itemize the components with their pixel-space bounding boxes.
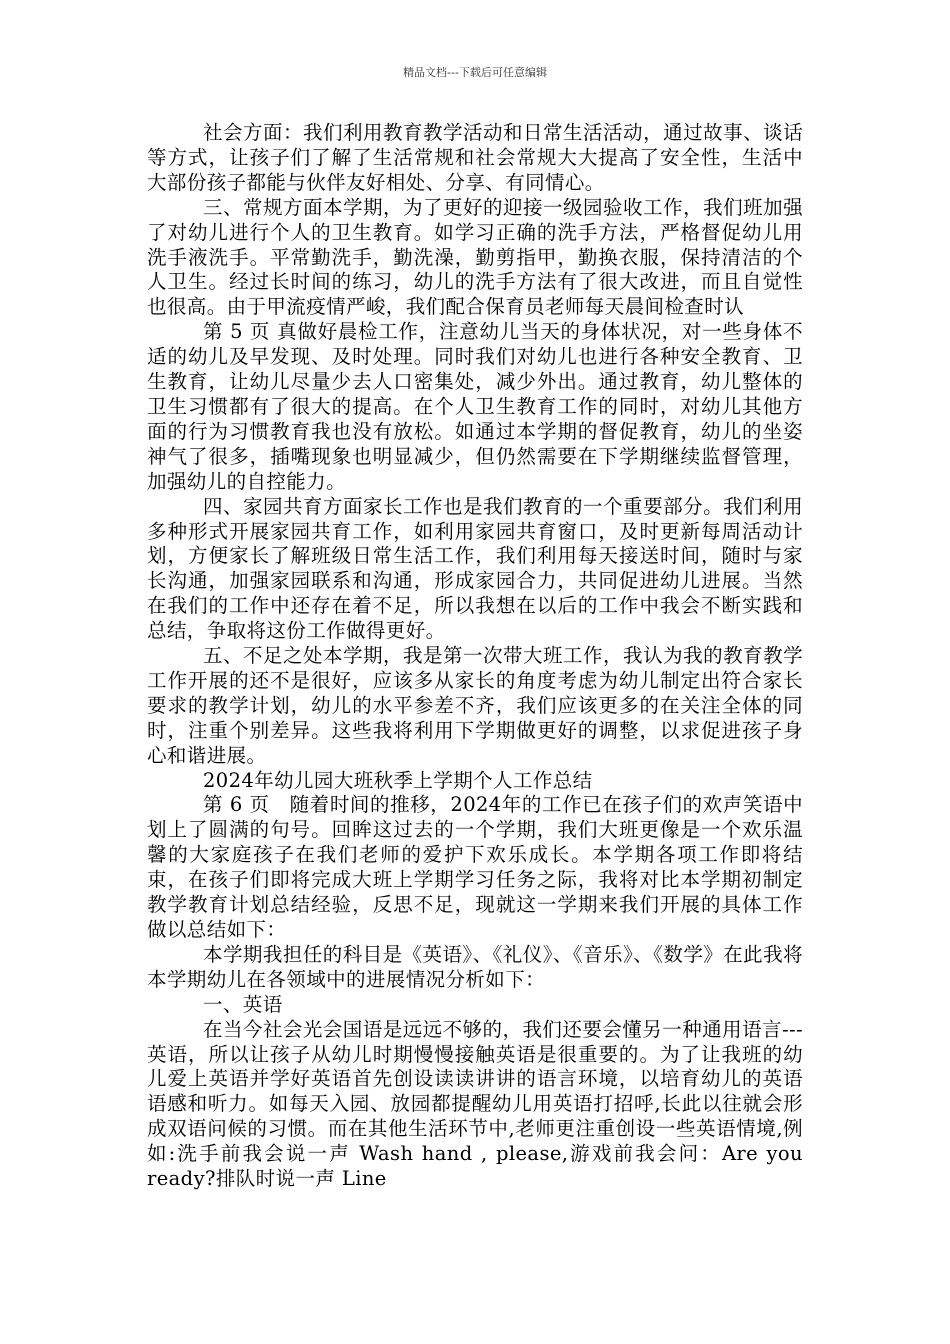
document-body bbox=[147, 121, 803, 1192]
section-title: 2024年幼儿园大班秋季上学期个人工作总结 bbox=[203, 768, 593, 792]
paragraph: 五、不足之处本学期，我是第一次带大班工作，我认为我的教育教学工作开展的还不是很好，应该多从家长的角度考虑为幼儿制定出符合家长要求的教学计划，幼儿的水平参差不齐，我们应该更多的在关注全体的同时，注重个别差异。这些我将利用下学期做更好的调整，以求促进孩子身心和谐进展。 bbox=[147, 644, 803, 767]
paragraph: 四、家园共育方面家长工作也是我们教育的一个重要部分。我们利用多种形式开展家园共育工作，如利用家园共育窗口，及时更新每周活动计划，方便家长了解班级日常生活工作，我们利用每天接送时间，随时与家长沟通，加强家园联系和沟通，形成家园合力，共同促进幼儿进展。当然在我们的工作中还存在着不足，所以我想在以后的工作中我会不断实践和总结，争取将这份工作做得更好。 bbox=[147, 494, 803, 643]
paragraph: 三、常规方面本学期，为了更好的迎接一级园验收工作，我们班加强了对幼儿进行个人的卫生教育。如学习正确的洗手方法，严格督促幼儿用洗手液洗手。平常勤洗手，勤洗澡，勤剪指甲，勤换衣服，保持清洁的个人卫生。经过长时间的练习，幼儿的洗手方法有了很大改进，而且自觉性也很高。由于甲流疫情严峻，我们配合保育员老师每天晨间检查时认 bbox=[147, 195, 803, 319]
page-header: 精品文档---下载后可任意编辑 bbox=[403, 66, 547, 79]
paragraph: 第 6 页 随着时间的推移，2024年的工作已在孩子们的欢声笑语中划上了圆满的句号。回眸这过去的一个学期，我们大班更像是一个欢乐温馨的大家庭孩子在我们老师的爱护下欢乐成长。本学期各项工作即将结束，在孩子们即将完成大班上学期学习任务之际，我将对比本学期初制定教学教育计划总结经验，反思不足，现就这一学期来我们开展的具体工作做以总结如下： bbox=[147, 793, 803, 941]
paragraph: 社会方面：我们利用教育教学活动和日常生活活动，通过故事、谈话等方式，让孩子们了解了生活常规和社会常规大大提高了安全性，生活中大部份孩子都能与伙伴友好相处、分享、有同情心。 bbox=[147, 121, 803, 194]
subsection-title: 一、英语 bbox=[203, 992, 283, 1016]
paragraph: 第 5 页 真做好晨检工作，注意幼儿当天的身体状况，对一些身体不适的幼儿及早发现、及时处理。同时我们对幼儿也进行各种安全教育、卫生教育，让幼儿尽量少去人口密集处，减少外出。通过教育，幼儿整体的卫生习惯都有了很大的提高。在个人卫生教育工作的同时，对幼儿其他方面的行为习惯教育我也没有放松。如通过本学期的督促教育，幼儿的坐姿神气了很多，插嘴现象也明显减少，但仍然需要在下学期继续监督管理，加强幼儿的自控能力。 bbox=[147, 320, 803, 493]
paragraph: 本学期我担任的科目是《英语》、《礼仪》、《音乐》、《数学》在此我将本学期幼儿在各领域中的进展情况分析如下： bbox=[147, 942, 803, 991]
paragraph: 在当今社会光会国语是远远不够的，我们还要会懂另一种通用语言---英语，所以让孩子从幼儿时期慢慢接触英语是很重要的。为了让我班的幼儿爱上英语并学好英语首先创设读读讲讲的语言环境，以培育幼儿的英语语感和听力。如每天入园、放园都提醒幼儿用英语打招呼,长此以往就会形成双语问候的习惯。而在其他生活环节中,老师更注重创设一些英语情境,例如:洗手前我会说一声 Wash hand , please,游戏前我会问：Are you ready?排队时说一声 Line bbox=[147, 1017, 803, 1191]
